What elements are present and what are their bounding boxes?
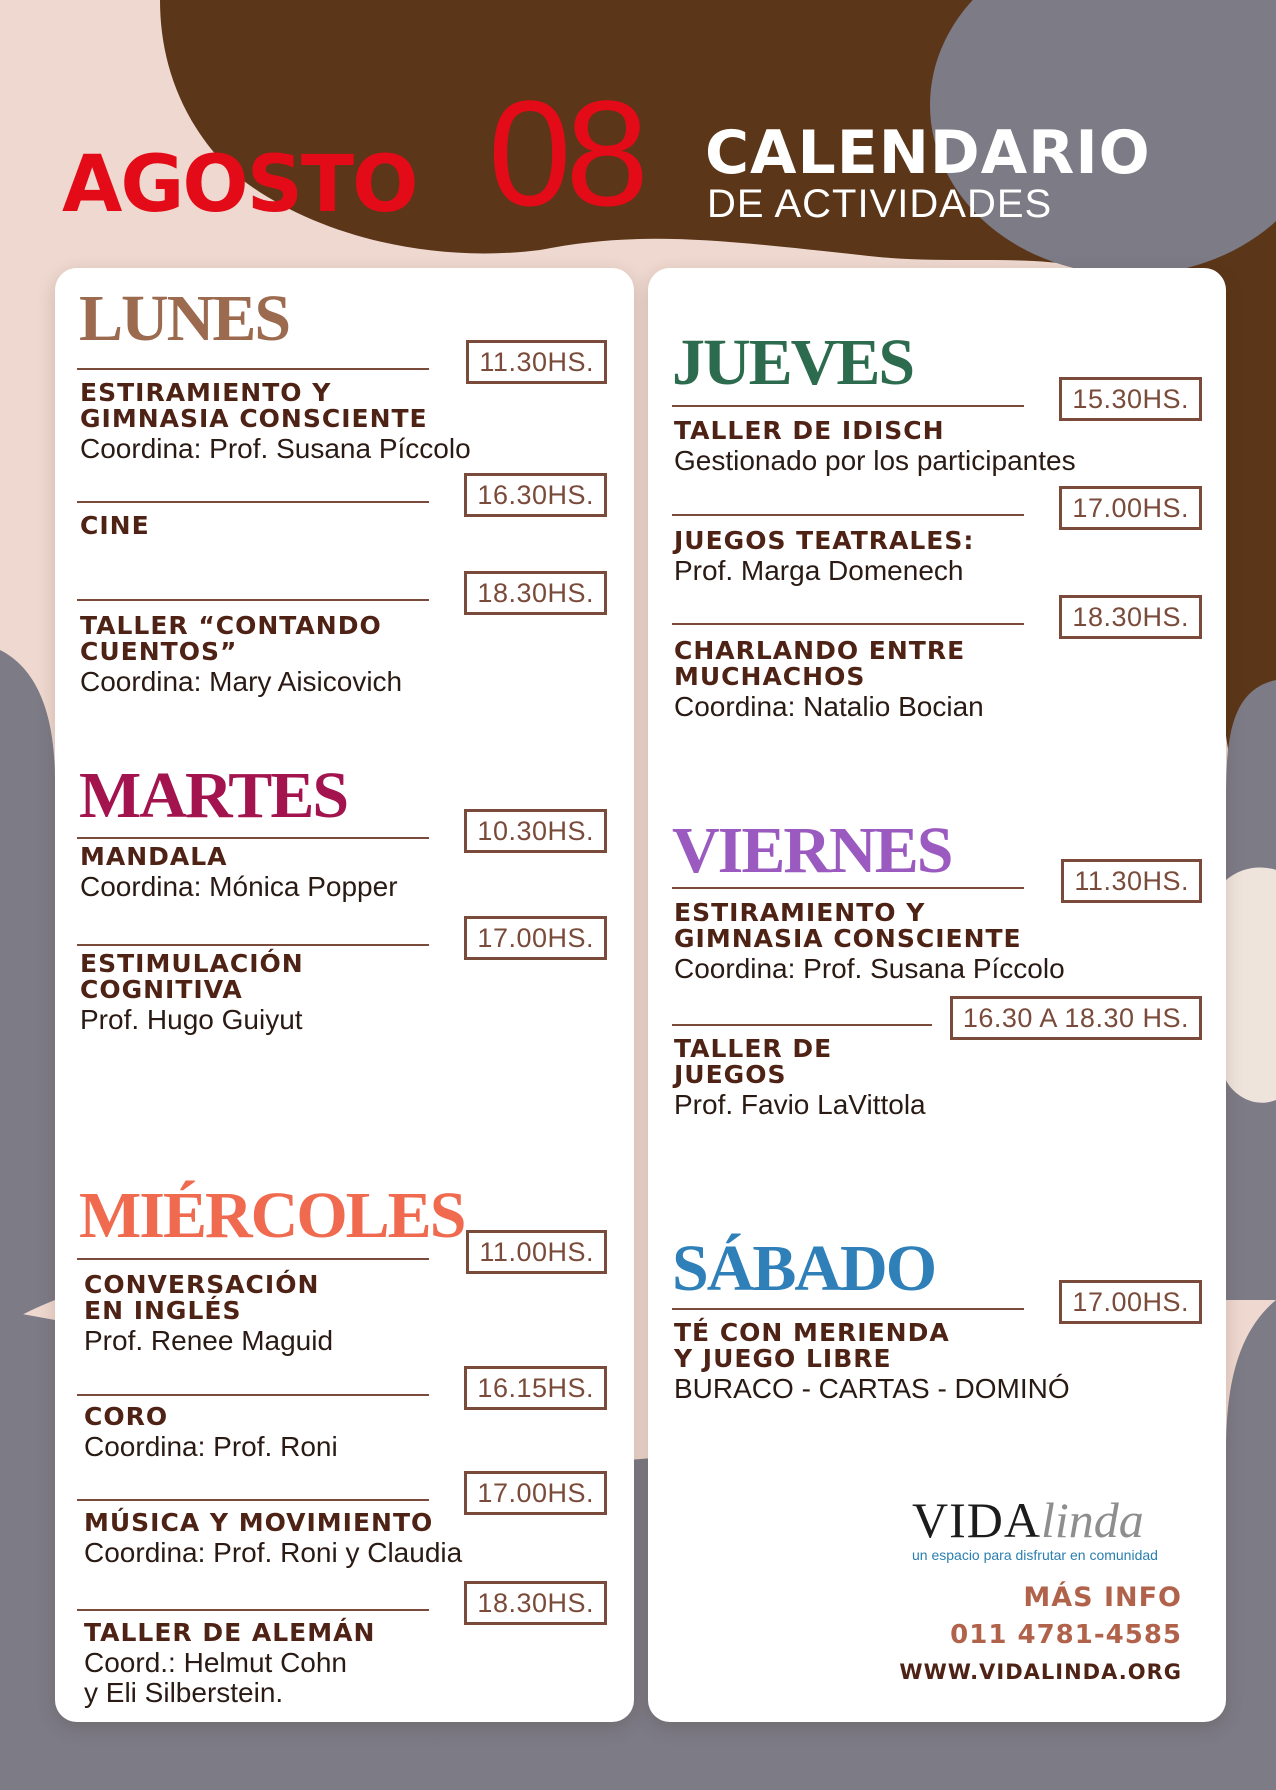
time-badge: 16.30HS. — [464, 473, 607, 517]
time-badge: 16.15HS. — [464, 1366, 607, 1410]
logo-wordmark — [912, 1492, 1212, 1548]
divider-line — [672, 1308, 1024, 1310]
activity-desc: Coordina: Mónica Popper — [80, 871, 398, 902]
activity-desc: Coordina: Prof. Susana Píccolo — [80, 433, 471, 464]
activity-desc: Prof. Hugo Guiyut — [80, 1004, 303, 1035]
divider-line — [77, 368, 429, 370]
divider-line — [77, 1609, 429, 1611]
month-number: 08 — [488, 69, 643, 237]
day-title-sabado: SÁBADO — [672, 1232, 936, 1305]
activity-desc: Prof. Favio LaVittola — [674, 1089, 926, 1120]
time-badge: 11.30HS. — [1061, 859, 1202, 903]
activity-item — [84, 1510, 564, 1568]
activity-name: JUEGOS TEATRALES: — [674, 526, 975, 555]
divider-line — [672, 405, 1024, 407]
vidalinda-logo — [912, 1492, 1212, 1563]
divider-line — [672, 887, 1024, 889]
activity-name: MÚSICA Y MOVIMIENTO — [84, 1508, 434, 1537]
activity-item — [84, 1272, 564, 1356]
time-badge: 17.00HS. — [464, 1471, 607, 1515]
day-title-martes: MARTES — [79, 759, 348, 832]
activity-item — [674, 638, 1154, 722]
header — [0, 0, 1276, 260]
divider-line — [77, 944, 429, 946]
activity-item — [80, 844, 560, 902]
divider-line — [77, 1499, 429, 1501]
divider-line — [77, 599, 429, 601]
activity-name: CONVERSACIÓN EN INGLÉS — [84, 1270, 320, 1325]
activity-desc: Coordina: Natalio Bocian — [674, 691, 984, 722]
phone-number: 011 4781-4585 — [950, 1620, 1182, 1650]
activity-item — [674, 1320, 1154, 1404]
activity-item — [674, 418, 1154, 476]
day-title-lunes: LUNES — [79, 282, 290, 355]
logo-vida: VIDA — [912, 1492, 1041, 1548]
time-badge: 15.30HS. — [1059, 377, 1202, 421]
day-title-jueves: JUEVES — [672, 326, 914, 399]
activity-desc: Coordina: Prof. Roni y Claudia — [84, 1537, 463, 1568]
time-badge: 16.30 A 18.30 HS. — [950, 996, 1202, 1040]
left-card — [55, 268, 634, 1722]
activity-name: TALLER DE JUEGOS — [674, 1034, 833, 1089]
divider-line — [77, 1258, 429, 1260]
activity-item — [674, 900, 1154, 984]
activity-name: MANDALA — [80, 842, 228, 871]
divider-line — [77, 501, 429, 503]
activity-item — [84, 1620, 564, 1708]
activity-name: CORO — [84, 1402, 169, 1431]
activity-desc: Coord.: Helmut Cohn y Eli Silberstein. — [84, 1647, 348, 1708]
day-title-viernes: VIERNES — [672, 814, 952, 887]
activity-desc: Prof. Marga Domenech — [674, 555, 964, 586]
activity-name: TALLER “CONTANDO CUENTOS” — [80, 611, 382, 666]
activity-desc: Gestionado por los participantes — [674, 445, 1076, 476]
activity-name: ESTIRAMIENTO Y GIMNASIA CONSCIENTE — [80, 378, 428, 433]
time-badge: 18.30HS. — [464, 571, 607, 615]
activity-item — [674, 528, 1154, 586]
page-subtitle: DE ACTIVIDADES — [707, 182, 1053, 226]
divider-line — [77, 837, 429, 839]
activity-name: TÉ CON MERIENDA Y JUEGO LIBRE — [674, 1318, 950, 1373]
divider-line — [672, 623, 1024, 625]
activity-item — [84, 1404, 564, 1462]
page-title: CALENDARIO — [705, 118, 1151, 188]
activity-item — [80, 380, 560, 464]
activity-name: ESTIMULACIÓN COGNITIVA — [80, 949, 304, 1004]
website-link[interactable]: WWW.VIDALINDA.ORG — [899, 1660, 1182, 1684]
activity-desc: Coordina: Prof. Susana Píccolo — [674, 953, 1065, 984]
day-title-miercoles: MIÉRCOLES — [79, 1179, 465, 1252]
activity-desc: BURACO - CARTAS - DOMINÓ — [674, 1373, 1070, 1404]
time-badge: 11.00HS. — [466, 1230, 607, 1274]
divider-line — [77, 1394, 429, 1396]
time-badge: 10.30HS. — [464, 809, 607, 853]
time-badge: 17.00HS. — [464, 916, 607, 960]
activity-item — [80, 513, 560, 539]
activity-item — [80, 613, 560, 697]
activity-desc: Prof. Renee Maguid — [84, 1325, 334, 1356]
time-badge: 18.30HS. — [464, 1581, 607, 1625]
activity-name: TALLER DE ALEMÁN — [84, 1618, 376, 1647]
activity-item — [674, 1036, 1154, 1120]
activity-name: TALLER DE IDISCH — [674, 416, 945, 445]
more-info-label: MÁS INFO — [1023, 1582, 1182, 1613]
time-badge: 18.30HS. — [1059, 595, 1202, 639]
logo-tagline: un espacio para disfrutar en comunidad — [912, 1547, 1158, 1563]
month-title: AGOSTO — [62, 140, 417, 230]
time-badge: 11.30HS. — [466, 340, 607, 384]
time-badge: 17.00HS. — [1059, 486, 1202, 530]
activity-name: CHARLANDO ENTRE MUCHACHOS — [674, 636, 966, 691]
logo-linda: linda — [1040, 1492, 1144, 1548]
activity-desc: Coordina: Mary Aisicovich — [80, 666, 403, 697]
activity-desc: Coordina: Prof. Roni — [84, 1431, 338, 1462]
activity-item — [80, 951, 560, 1035]
activity-name: CINE — [80, 511, 150, 540]
divider-line — [672, 1024, 932, 1026]
activity-name: ESTIRAMIENTO Y GIMNASIA CONSCIENTE — [674, 898, 1022, 953]
divider-line — [672, 514, 1024, 516]
time-badge: 17.00HS. — [1059, 1280, 1202, 1324]
